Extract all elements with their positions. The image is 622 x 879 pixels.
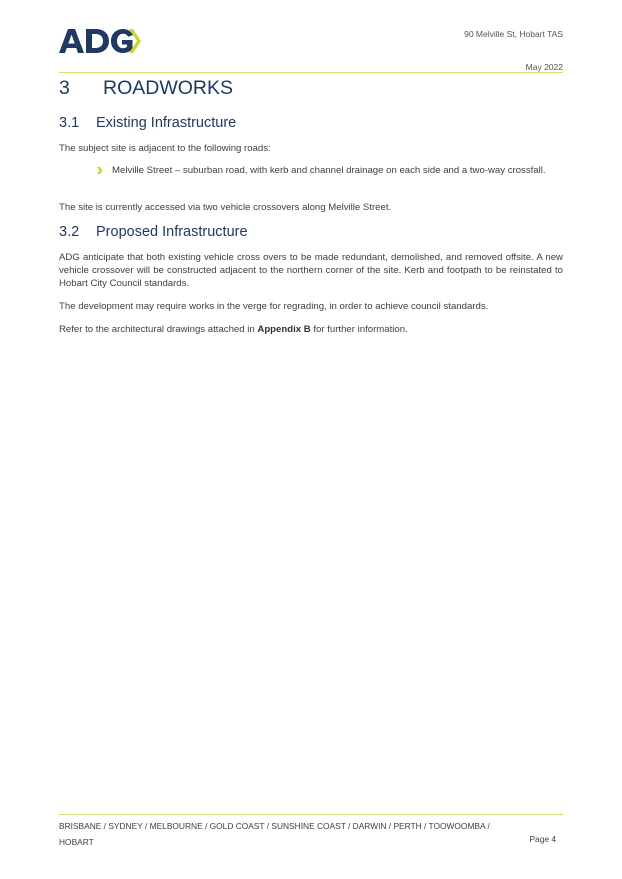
subsection-heading-proposed — [59, 224, 248, 240]
footer-cities: BRISBANE / SYDNEY / MELBOURNE / GOLD COAST / SUNSHINE COAST / DARWIN / PERTH / TOOWOOMBA / HOBART — [59, 821, 490, 847]
company-logo — [59, 27, 143, 57]
section-heading — [59, 77, 233, 100]
paragraph-access: The site is currently accessed via two vehicle crossovers along Melville Street. — [59, 202, 392, 213]
subsection-number: 3.1 — [59, 115, 80, 131]
header-address: 90 Melville St, Hobart TAS — [464, 29, 563, 39]
bullet-text: Melville Street – suburban road, with kerb and channel drainage on each side and a two-way crossfall. — [112, 165, 546, 176]
subsection-title: Proposed Infrastructure — [96, 224, 248, 240]
section-title: ROADWORKS — [103, 77, 234, 99]
subsection-number: 3.2 — [59, 224, 80, 240]
paragraph-verge: The development may require works in the verge for regrading, in order to achieve council standards. — [59, 301, 489, 312]
section-number: 3 — [59, 77, 70, 99]
paragraph-proposed: ADG anticipate that both existing vehicle cross overs to be made redundant, demolished, and removed offsite. A new vehicle crossover will be constructed adjacent to the northern corner of the site. Kerb and footpath to be reinstated to Hobart City Council standards. — [59, 252, 563, 289]
paragraph-intro: The subject site is adjacent to the following roads: — [59, 143, 271, 154]
appendix-b-reference: Appendix B — [257, 324, 311, 335]
subsection-heading-existing — [59, 115, 236, 131]
header-date: May 2022 — [525, 62, 563, 72]
header-divider — [59, 72, 563, 73]
subsection-title: Existing Infrastructure — [96, 115, 237, 131]
page-number: Page 4 — [529, 834, 556, 844]
paragraph-appendix-reference: Refer to the architectural drawings attached in Appendix B for further information. — [59, 324, 408, 335]
bullet-item — [95, 164, 563, 177]
chevron-right-icon — [95, 164, 105, 177]
footer-divider — [59, 814, 563, 815]
